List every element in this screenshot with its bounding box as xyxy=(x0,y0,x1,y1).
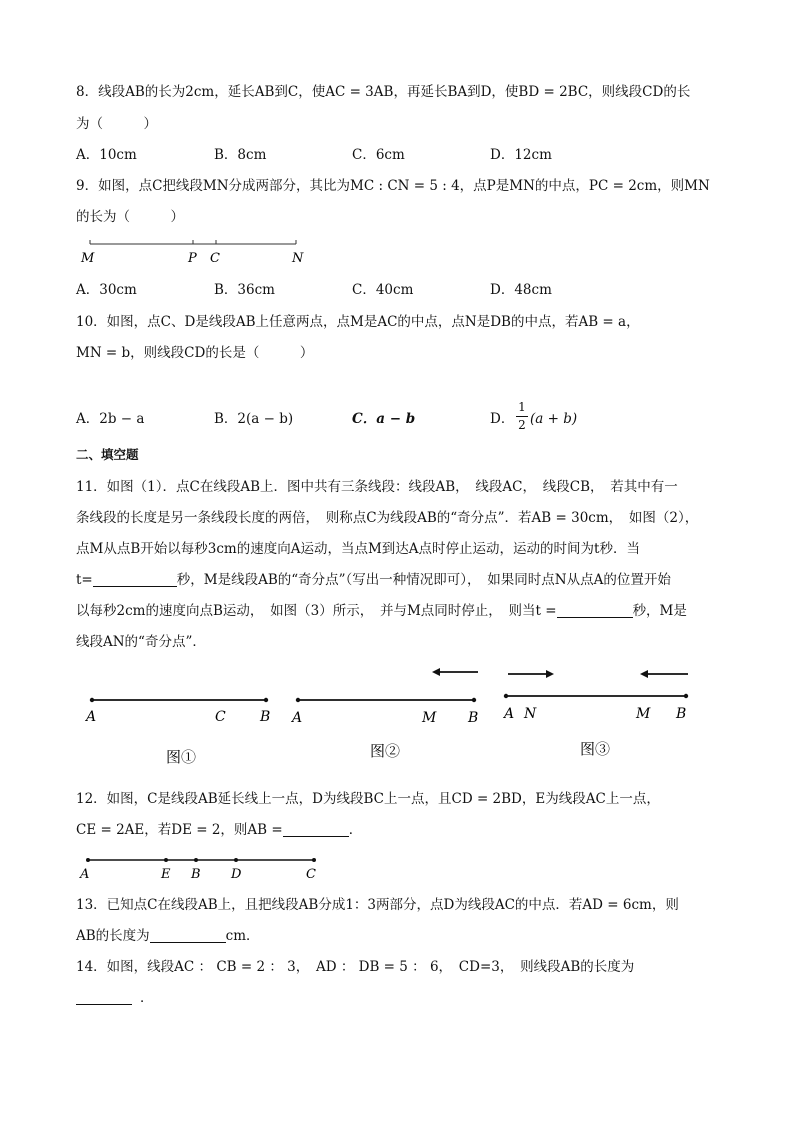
fig2-label-b: B xyxy=(468,710,479,726)
fig3-caption: 图③ xyxy=(580,740,611,758)
q13-line2-tail: cm． xyxy=(225,928,260,944)
label-m: M xyxy=(81,251,95,266)
q11-stem-line1: 11．如图（1）．点C在线段AB上．图中共有三条线段：线段AB， 线段AC， 线段CB， 若其中有一 xyxy=(76,479,678,495)
fig2-point-a xyxy=(296,698,300,702)
q13-line2-lead: AB的长度为 xyxy=(76,928,150,944)
q12-point-e xyxy=(164,858,168,862)
fig3-arrow-right-icon xyxy=(546,670,554,678)
q14-stem-line2 xyxy=(76,989,154,1007)
q11-stem-line5 xyxy=(76,602,687,620)
fig1-point-a xyxy=(90,698,94,702)
q11-line5-lead: 以每秒2cm的速度向点B运动， 如图（3）所示， 并与M点同时停止， 则当t = xyxy=(76,603,557,619)
q12-line2-tail: ． xyxy=(348,822,363,838)
q11-stem-line3: 点M从点B开始以每秒3cm的速度向A运动，当点M到达A点时停止运动，运动的时间为t秒．当 xyxy=(76,541,640,557)
q9-option-c[interactable]: C．40cm xyxy=(352,282,414,298)
q14-line2-tail: ． xyxy=(140,990,154,1006)
q13-stem-line2 xyxy=(76,927,260,945)
label-c: C xyxy=(210,251,220,266)
q12-label-d: D xyxy=(231,867,242,882)
q12-stem-line2 xyxy=(76,821,362,839)
q11-line5-tail: 秒，M是 xyxy=(632,603,687,619)
fig3-point-b xyxy=(684,694,688,698)
q10-stem-line1: 10．如图，点C、D是线段AB上任意两点，点M是AC的中点，点N是DB的中点，若AB = a， xyxy=(76,314,640,330)
q11-stem-line4 xyxy=(76,571,671,589)
fig2-point-b xyxy=(472,698,476,702)
q11-figure-1 xyxy=(80,688,280,770)
q10-stem-line2: MN = b，则线段CD的长是（ ） xyxy=(76,345,314,361)
q9-option-a[interactable]: A．30cm xyxy=(76,282,137,298)
q14-answer-blank[interactable] xyxy=(76,990,132,1005)
q8-option-b[interactable]: B．8cm xyxy=(214,147,267,163)
fig3-label-a: A xyxy=(504,706,515,722)
q11-stem-line2: 条线段的长度是另一条线段长度的两倍， 则称点C为线段AB的“奇分点”．若AB = 30cm， 如图（2）， xyxy=(76,510,699,526)
q12-line2-lead: CE = 2AE，若DE = 2，则AB = xyxy=(76,822,283,838)
fig2-label-a: A xyxy=(292,710,303,726)
q9-segment-figure xyxy=(70,236,320,268)
q8-option-c[interactable]: C．6cm xyxy=(352,147,405,163)
q14-stem-line1: 14．如图，线段AC ： CB = 2 ： 3， AD ： DB = 5 ： 6， CD=3， 则线段AB的长度为 xyxy=(76,959,635,975)
q10-option-c[interactable]: C．a − b xyxy=(352,411,416,427)
q11-figure-2 xyxy=(288,664,488,768)
q10-option-d-expression: (a + b) xyxy=(530,411,578,427)
q11-answer-blank-2[interactable] xyxy=(557,603,633,618)
fig1-label-b: B xyxy=(260,709,271,725)
q12-point-d xyxy=(234,858,238,862)
fig3-label-m: M xyxy=(636,706,651,722)
q12-stem-line1: 12．如图，C是线段AB延长线上一点，D为线段BC上一点，且CD = 2BD，E为线段AC上一点， xyxy=(76,791,660,807)
q12-label-c: C xyxy=(306,867,316,882)
q12-point-b xyxy=(194,858,198,862)
fig3-arrow-left-icon xyxy=(640,670,648,678)
q10-option-a[interactable]: A．2b − a xyxy=(76,411,145,427)
q11-answer-blank-1[interactable] xyxy=(93,572,177,587)
q10-option-d-numerator: 1 xyxy=(518,400,526,414)
q12-label-a: A xyxy=(80,867,90,882)
q12-label-b: B xyxy=(191,867,201,882)
q8-stem-line2: 为（ ） xyxy=(76,116,157,132)
fig1-label-a: A xyxy=(86,709,97,725)
q9-stem-line2: 的长为（ ） xyxy=(76,209,184,225)
q8-option-d[interactable]: D．12cm xyxy=(490,147,552,163)
q8-stem-line1: 8．线段AB的长为2cm，延长AB到C，使AC = 3AB，再延长BA到D，使BD = 2BC，则线段CD的长 xyxy=(76,84,691,100)
q12-label-e: E xyxy=(161,867,171,882)
fraction-bar xyxy=(516,416,528,417)
q8-option-a[interactable]: A．10cm xyxy=(76,147,137,163)
fig2-caption: 图② xyxy=(370,742,401,760)
fig2-label-m: M xyxy=(422,710,437,726)
q10-option-d-letter: D． xyxy=(490,411,515,427)
q13-stem-line1: 13．已知点C在线段AB上，且把线段AB分成1：3两部分，点D为线段AC的中点．若AD = 6cm，则 xyxy=(76,897,679,913)
q12-point-c xyxy=(312,858,316,862)
q12-answer-blank[interactable] xyxy=(283,822,349,837)
fig3-point-a xyxy=(504,694,508,698)
section-title-fill-blank: 二、填空题 xyxy=(76,447,139,462)
q9-option-d[interactable]: D．48cm xyxy=(490,282,552,298)
q12-point-a xyxy=(86,858,90,862)
fig1-label-c: C xyxy=(215,709,226,725)
label-n: N xyxy=(292,251,304,266)
q11-figure-3 xyxy=(498,664,698,768)
fig3-label-n: N xyxy=(524,706,537,722)
q11-line4-lead: t= xyxy=(76,572,93,588)
fig3-label-b: B xyxy=(676,706,687,722)
q10-option-d-denominator: 2 xyxy=(518,418,526,432)
q10-option-b[interactable]: B．2(a − b) xyxy=(214,411,294,427)
q13-answer-blank[interactable] xyxy=(150,928,226,943)
fig2-arrow-left-icon xyxy=(432,668,440,676)
label-p: P xyxy=(188,251,197,266)
q12-segment-figure xyxy=(76,852,326,882)
q9-stem-line1: 9．如图，点C把线段MN分成两部分，其比为MC : CN = 5 : 4，点P是MN的中点，PC = 2cm，则MN xyxy=(76,178,710,194)
q11-stem-line6: 线段AN的“奇分点”． xyxy=(76,634,206,650)
fig1-point-b xyxy=(264,698,268,702)
fig1-caption: 图① xyxy=(166,748,197,766)
q9-option-b[interactable]: B．36cm xyxy=(214,282,275,298)
q11-line4-tail: 秒，M是线段AB的“奇分点”（写出一种情况即可）， 如果同时点N从点A的位置开始 xyxy=(176,572,671,588)
